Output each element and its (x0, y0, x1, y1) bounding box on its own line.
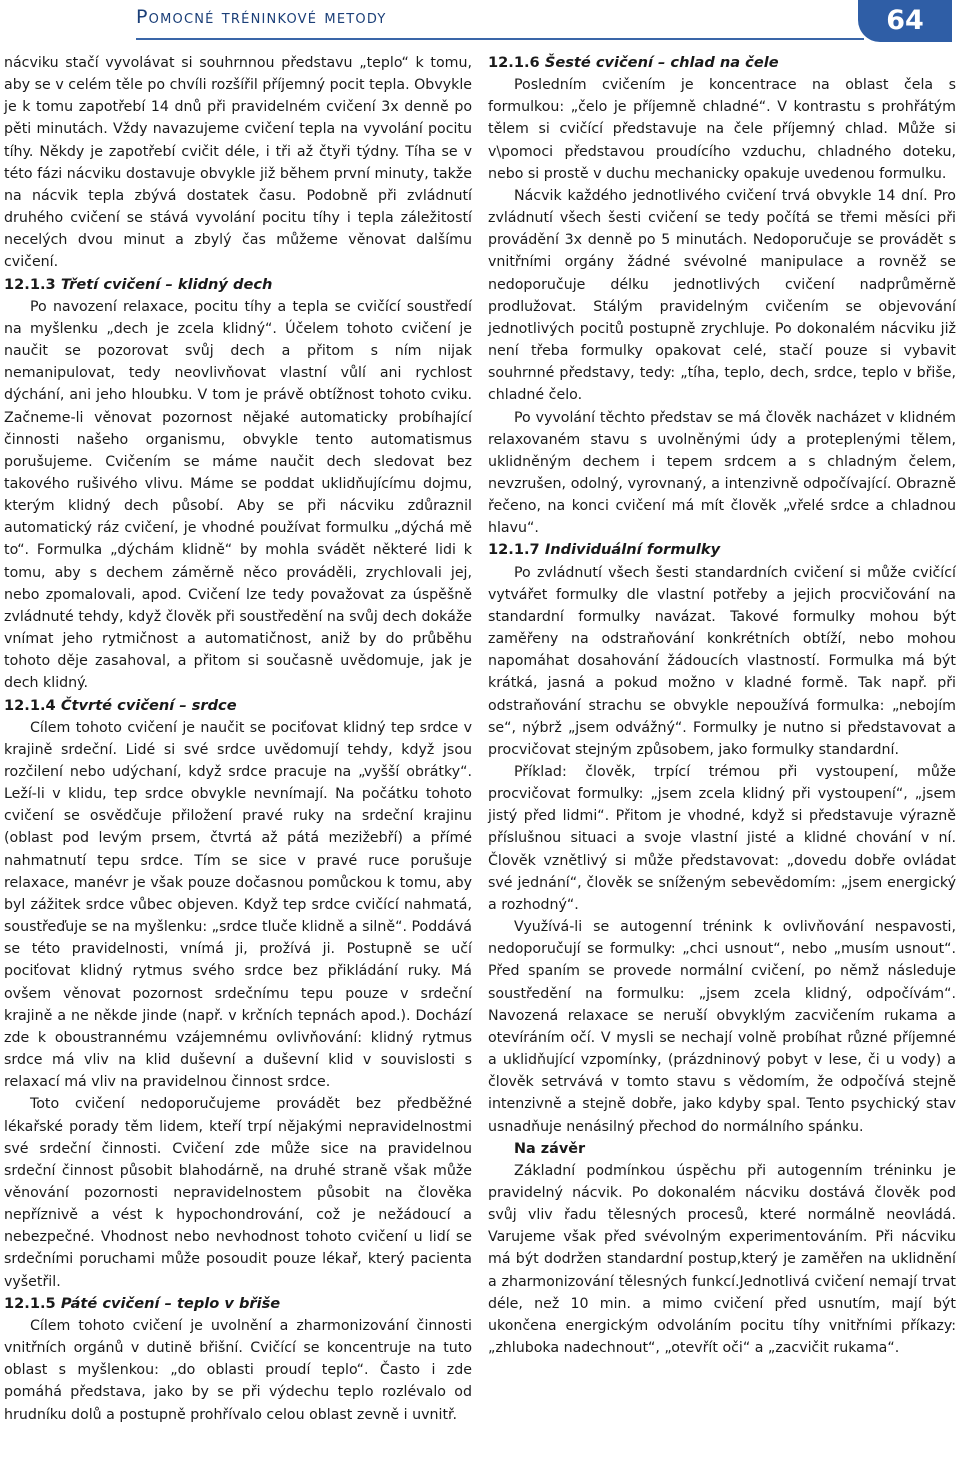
section-number: 12.1.7 (488, 541, 540, 559)
section-title: Šesté cvičení – chlad na čele (544, 54, 779, 71)
left-column (4, 52, 472, 1426)
paragraph: Základní podmínkou úspěchu při autogenním tréninku je pravidelný nácvik. Po dokonalém nácviku dostává člověk pod svůj vliv řadu tělesných procesů, které normálně neovládá. Varujeme však před svévolným experimentováním. Při nácviku má být dodržen standardní postup,který je zaměřen na uklidnění a zharmonizování tělesných funkcí.Jednotlivá cvičení nemají trvat déle, než 10 min. a mimo cvičení před usnutím, mají být ukončena energickým odvoláním pocitu tíhy vnitřními příkazy: „zhluboka nadechnout“, „otevřít oči“ a „zacvičit rukama“. (488, 1162, 956, 1357)
paragraph: Cílem tohoto cvičení je naučit se pociťovat klidný tep srdce v krajině srdeční. Lidé si své srdce uvědomují tehdy, když jsou rozčilení nebo udýchaní, když srdce pracuje na „vyšší obrátky“. Leží-li v klidu, tep srdce obvykle nevnímají. Na počátku tohoto cvičení se osvědčuje přiložení pravé ruky na srdeční krajinu (oblast pod levým prsem, čtvrtá až pátá mezižebří) a přímé nahmatnutí tepu srdce. Tím se sice v pravé ruce porušuje relaxace, manévr je však pouze dočasnou pomůckou k tomu, aby byl zážitek srdce vůbec objeven. Když tep srdce cvičící nahmatá, soustřeďuje se na myšlenku: „srdce tluče klidně a silně“. Poddává se této pravidelnosti, vnímá ji, prožívá ji. Postupně se učí pociťovat klidný rytmus svého srdce bez přikládání ruky. Má ovšem věnovat pozornost srdečnímu tepu pouze v srdeční krajině a ne někde jinde (např. v krčních tepnách apod.). Dochází zde k oboustrannému vzájemnému ovlivňování: klidný rytmus srdce má vliv na klid duševní a duševní klid v souvislosti s relaxací má vliv na pravidelnou činnost srdce. (4, 719, 472, 1091)
section-title: Třetí cvičení – klidný dech (60, 275, 273, 293)
paragraph: Využívá-li se autogenní trénink k ovlivňování nespavosti, nedoporučují se formulky: „chci usnout“, nebo „musím usnout“. Před spaním se provede normální cvičení, po němž následuje soustředění na formulku: „jsem zcela klidný, odpočívám“. Navozená relaxace se neruší obvyklým zacvičením rukama a otevíráním očí. V mysli se nechají volně probíhat různé příjemné a uklidňující vzpomínky, (prázdninový pobyt v lese, či u vody) a člověk setrvává v tomto stavu s vědomím, že odpočívá stejně intenzivně a stejně dobře, jako kdyby spal. Tento psychický stav usnadňuje nenásilný přechod do normálního spánku. (488, 919, 956, 1135)
right-column (488, 52, 956, 1359)
section-title: Páté cvičení – teplo v břiše (60, 1294, 281, 1312)
section-number: 12.1.6 (488, 54, 540, 71)
paragraph: Příklad: člověk, trpící trémou při vystoupení, může procvičovat formulky: „jsem zcela klidný při vystoupení“, „jsem jistý před lidmi“. Přitom je vhodné, když si představuje výrazně příslušnou situaci a svoje vlastní jisté a klidné chování v ní. Člověk vznětlivý si může představovat: „dovedu dobře ovládat své jednání“, člověk se sníženým sebevědomím: „jsem energický a rozhodný“. (488, 764, 956, 913)
section-heading (4, 1293, 472, 1315)
page-header (0, 0, 960, 44)
section-heading (4, 274, 472, 296)
section-number: 12.1.3 (4, 275, 56, 293)
paragraph: Posledním cvičením je koncentrace na oblast čela s formulkou: „čelo je příjemně chladné“. V kontrastu s prohřátým tělem si cvičící představuje na čele příjemný chlad. Může si v\pomoci představou proudícího vzduchu, chladného doteku, nebo si prostě v duchu mechanicky opakuje uvedenou formulku. (488, 77, 956, 182)
paragraph: Po navození relaxace, pocitu tíhy a tepla se cvičící soustředí na myšlenku „dech je zcela klidný“. Účelem tohoto cvičení je naučit se pozorovat svůj dech a přitom s ním nijak nemanipulovat, tedy neovlivňovat vlastní vůlí ani rychlost dýchání, ani jeho hloubku. V tom je právě obtížnost tohoto cviku. Začneme-li věnovat pozornost nějaké automaticky probíhající činnosti našeho organismu, obvykle tento automatismus porušujeme. Cvičením se máme naučit dech sledovat bez takového rušivého vlivu. Máme se poddat uklidňujícímu dojmu, kterým klidný dech působí. Aby se při nácviku zdůraznil automatický ráz cvičení, je vhodné používat formulku „dýchá mě to“. Formulka „dýchám klidně“ by mohla svádět některé lidi k tomu, aby s dechem záměrně něco prováděli, zrychlovali jej, nebo zpomalovali, apod. Cvičení lze tedy považovat za úspěšně zvládnuté tehdy, když člověk při soustředění na svůj dech dokáže vnímat jeho rytmičnost a automatičnost, aniž by do průběhu tohoto děje zasahoval, a přitom si současně uvědomuje, jak je dech klidný. (4, 298, 472, 692)
paragraph: Cílem tohoto cvičení je uvolnění a zharmonizování činnosti vnitřních orgánů v dutině břišní. Cvičící se koncentruje na tuto oblast s myšlenkou: „do oblasti proudí teplo“. Často i zde pomáhá představa, jako by se při výdechu teplo rozlévalo od hrudníku dolů a postupně prohřívalo celou oblast zevně i uvnitř. (4, 1317, 472, 1423)
page-title: Pomocné tréninkové metody (136, 6, 387, 28)
paragraph: nácviku stačí vyvolávat si souhrnnou představu „teplo“ k tomu, aby se v celém těle po chvíli rozšířil příjemný pocit tepla. Obvykle je k tomu zapotřebí 14 dnů při pravidelném cvičení 3x denně po pěti minutách. Vždy navazujeme cvičení tepla na vyvolání pocitu tíhy. Někdy je zapotřebí cvičit déle, i tři až čtyři týdny. Tíha se v této fázi nácviku dostavuje obvykle již během první minuty, takže na nácvik tepla zbývá dostatek času. Podobně při zvládnutí druhého cvičení se stává vyvolání pocitu tíhy i tepla záležitostí necelých dvou minut a zbylý čas můžeme věnovat dalšímu cvičení. (4, 55, 472, 271)
section-number: 12.1.4 (4, 696, 56, 714)
paragraph: Po vyvolání těchto představ se má člověk nacházet v klidném relaxovaném stavu s uvolněnými údy a proteplenými tělem, uklidněným dechem i tepem srdcem a s chladným čelem, nevzrušen, odolný, vyrovnaný, a intenzivně odpočívající. Obrazně řečeno, na konci cvičení má mít člověk „vřelé srdce a chladnou hlavu“. (488, 409, 956, 537)
section-title: Čtvrté cvičení – srdce (60, 696, 237, 714)
section-title: Individuální formulky (544, 541, 721, 559)
section-number: 12.1.5 (4, 1294, 56, 1312)
section-heading (4, 695, 472, 717)
paragraph: Toto cvičení nedoporučujeme provádět bez předběžné lékařské porady těm lidem, kteří trpí nějakými nepravidelnostmi své srdeční činnosti. Cvičení zde může sice na pravidelnou srdeční činnost působit blahodárně, na druhé straně však může věnování pozornosti nepravidelnostem působit na člověka nepříznivě a vést k hypochondrování, což je nežádoucí a nebezpečné. Vhodnost nebo nevhodnost tohoto cvičení u lidí se srdečními poruchami může posoudit pouze lékař, který pacienta vyšetřil. (4, 1096, 472, 1290)
page-number-badge: 64 (858, 0, 952, 42)
section-heading (488, 539, 956, 561)
header-divider (136, 38, 864, 40)
paragraph: Po zvládnutí všech šesti standardních cvičení si může cvičící vytvářet formulky dle vlastní potřeby a jejich procvičování na standardní formulky navázat. Takové formulky mohou být zaměřeny na odstraňování konkrétních obtíží, nebo mohou napomáhat dosahování žádoucích vlastností. Formulka má být krátká, jasná a pokud možno v kladné formě. Tak např. při odstraňování strachu se obvykle nepoužívá formulka: „nebojím se“, nýbrž „jsem odvážný“. Formulky je nutno si představovat a procvičovat stejným způsobem, jako formulky standardní. (488, 564, 956, 758)
paragraph: Nácvik každého jednotlivého cvičení trvá obvykle 14 dní. Pro zvládnutí všech šesti cvičení se tedy počítá se třemi měsíci při provádění 3x denně po 5 minutách. Nedoporučuje se provádět s vnitřními orgány žádné svévolné manipulace a rovněž se nedoporučuje délku jednotlivých cvičení nadprůměrně prodlužovat. Stálým pravidelným cvičením se objevování jednotlivých pocitů postupně zrychluje. Po dokonalém nácviku již není třeba formulky opakovat celé, stačí pouze si vybavit souhrnné představy, tedy: „tíha, teplo, dech, srdce, teplo v břiše, chladné čelo. (488, 187, 956, 404)
conclusion-heading: Na závěr (514, 1140, 586, 1157)
section-heading (488, 52, 956, 74)
